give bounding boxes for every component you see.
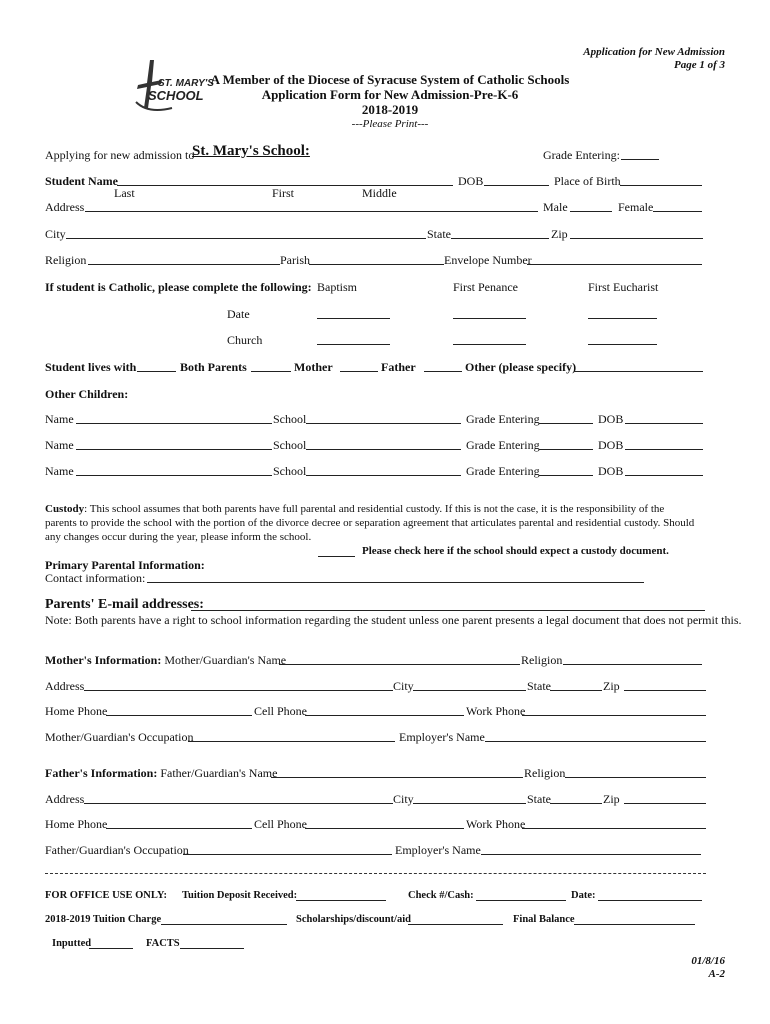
- custody-line-1: [45, 503, 664, 515]
- emails-note: Note: Both parents have a right to school information regarding the student unless one parent presents a legal document that does not permit this.: [45, 613, 742, 627]
- mother-address-field[interactable]: [84, 690, 393, 691]
- mother-work-phone-label: Work Phone: [466, 704, 526, 718]
- parish-field[interactable]: [309, 264, 444, 265]
- lives-with-label: Student lives with: [45, 360, 137, 374]
- mother-zip-field[interactable]: [624, 690, 706, 691]
- applying-label: Applying for new admission to: [45, 148, 195, 162]
- mother-occupation-field[interactable]: [188, 741, 395, 742]
- mother-home-phone-label: Home Phone: [45, 704, 108, 718]
- facts-label: FACTS: [146, 938, 180, 949]
- school-name: St. Mary's School:: [192, 143, 310, 159]
- child-school-label: School: [273, 412, 307, 426]
- child-grade-label: Grade Entering: [466, 438, 540, 452]
- child-dob-label: DOB: [598, 412, 624, 426]
- primary-parental-title: Primary Parental Information:: [45, 558, 205, 572]
- contact-info-label: Contact information:: [45, 571, 146, 585]
- father-religion-field[interactable]: [565, 777, 706, 778]
- school-logo: [128, 58, 214, 116]
- other-option-label: Other (please specify): [465, 360, 577, 374]
- state-label: State: [427, 227, 451, 241]
- child-school-field[interactable]: [306, 423, 461, 424]
- father-zip-label: Zip: [603, 792, 620, 806]
- other-children-title: Other Children:: [45, 387, 129, 401]
- header-line-4: ---Please Print---: [351, 118, 429, 130]
- first-penance-label: First Penance: [453, 280, 518, 294]
- child-dob-label: DOB: [598, 464, 624, 478]
- child-name-label: Name: [45, 438, 74, 452]
- father-state-field[interactable]: [550, 803, 602, 804]
- mother-state-field[interactable]: [550, 690, 602, 691]
- father-option-label: Father: [381, 360, 416, 374]
- mother-employer-label: Employer's Name: [399, 730, 485, 744]
- father-religion-label: Religion: [524, 766, 566, 780]
- mother-name-label: Mother/Guardian's Name: [164, 653, 287, 667]
- mother-employer-field[interactable]: [485, 741, 706, 742]
- parish-label: Parish: [280, 253, 310, 267]
- zip-label: Zip: [551, 227, 568, 241]
- father-occupation-field[interactable]: [183, 854, 392, 855]
- father-city-field[interactable]: [413, 803, 526, 804]
- city-label: City: [45, 227, 66, 241]
- child-name-label: Name: [45, 412, 74, 426]
- inputted-label: Inputted: [52, 938, 92, 949]
- tuition-deposit-label: Tuition Deposit Received:: [182, 890, 298, 901]
- place-of-birth-label: Place of Birth: [554, 174, 621, 188]
- mother-state-label: State: [527, 679, 551, 693]
- footer-date: 01/8/16: [691, 955, 725, 967]
- custody-check-label: Please check here if the school should expect a custody document.: [362, 545, 669, 557]
- mother-work-phone-field[interactable]: [522, 715, 706, 716]
- child-school-label: School: [273, 438, 307, 452]
- envelope-number-label: Envelope Number: [444, 253, 532, 267]
- first-eucharist-label: First Eucharist: [588, 280, 659, 294]
- state-field[interactable]: [451, 238, 549, 239]
- mother-check[interactable]: [251, 371, 291, 372]
- eucharist-church-field[interactable]: [588, 344, 657, 345]
- father-info-heading: [45, 766, 277, 781]
- zip-field[interactable]: [570, 238, 703, 239]
- church-label: Church: [227, 333, 263, 347]
- last-label: Last: [114, 186, 135, 200]
- child-name-field[interactable]: [76, 475, 272, 476]
- mother-name-field[interactable]: [279, 664, 520, 665]
- mother-option-label: Mother: [294, 360, 333, 374]
- father-home-phone-field[interactable]: [106, 828, 252, 829]
- eucharist-date-field[interactable]: [588, 318, 657, 319]
- child-dob-field[interactable]: [625, 475, 703, 476]
- custody-title: Custody: [45, 503, 85, 515]
- father-address-label: Address: [45, 792, 85, 806]
- middle-label: Middle: [362, 186, 397, 200]
- father-zip-field[interactable]: [624, 803, 706, 804]
- tuition-charge-label: 2018-2019 Tuition Charge: [45, 914, 162, 925]
- father-employer-field[interactable]: [481, 854, 701, 855]
- tuition-charge-field[interactable]: [161, 924, 287, 925]
- child-school-label: School: [273, 464, 307, 478]
- child-dob-field[interactable]: [625, 449, 703, 450]
- child-dob-label: DOB: [598, 438, 624, 452]
- mother-info-heading: [45, 653, 286, 668]
- child-grade-field[interactable]: [539, 423, 593, 424]
- child-grade-field[interactable]: [539, 449, 593, 450]
- mother-zip-label: Zip: [603, 679, 620, 693]
- both-parents-label: Both Parents: [180, 360, 247, 374]
- city-field[interactable]: [66, 238, 426, 239]
- religion-label: Religion: [45, 253, 87, 267]
- office-divider: [45, 873, 706, 874]
- header-line-1: A Member of the Diocese of Syracuse System of Catholic Schools: [210, 72, 570, 87]
- mother-occupation-label: Mother/Guardian's Occupation: [45, 730, 194, 744]
- father-occupation-label: Father/Guardian's Occupation: [45, 843, 189, 857]
- child-name-label: Name: [45, 464, 74, 478]
- other-check[interactable]: [424, 371, 462, 372]
- other-specify-field[interactable]: [574, 371, 703, 372]
- penance-church-field[interactable]: [453, 344, 526, 345]
- dob-label: DOB: [458, 174, 484, 188]
- logo-text-1: ST. MARY'S: [158, 78, 214, 89]
- address-label: Address: [45, 200, 85, 214]
- father-work-phone-label: Work Phone: [466, 817, 526, 831]
- office-date-label: Date:: [571, 890, 596, 901]
- child-grade-label: Grade Entering: [466, 464, 540, 478]
- religion-field[interactable]: [88, 264, 280, 265]
- mother-info-title: Mother's Information:: [45, 653, 162, 667]
- custody-line-3: any changes occur during the year, please inform the school.: [45, 531, 312, 543]
- child-school-field[interactable]: [306, 449, 461, 450]
- place-of-birth-field[interactable]: [620, 185, 702, 186]
- address-field[interactable]: [85, 211, 538, 212]
- mother-address-label: Address: [45, 679, 85, 693]
- mother-religion-field[interactable]: [563, 664, 702, 665]
- father-address-field[interactable]: [84, 803, 393, 804]
- check-cash-label: Check #/Cash:: [408, 890, 474, 901]
- female-label: Female: [618, 200, 654, 214]
- father-cell-phone-label: Cell Phone: [254, 817, 307, 831]
- first-label: First: [272, 186, 295, 200]
- office-date-field[interactable]: [598, 900, 702, 901]
- scholarships-label: Scholarships/discount/aid: [296, 914, 411, 925]
- grade-entering-label: Grade Entering:: [543, 148, 620, 162]
- check-cash-field[interactable]: [476, 900, 566, 901]
- student-name-label: Student Name: [45, 174, 119, 188]
- baptism-date-field[interactable]: [317, 318, 390, 319]
- female-field[interactable]: [653, 211, 702, 212]
- father-state-label: State: [527, 792, 551, 806]
- envelope-number-field[interactable]: [527, 264, 702, 265]
- final-balance-label: Final Balance: [513, 914, 575, 925]
- male-label: Male: [543, 200, 568, 214]
- final-balance-field[interactable]: [574, 924, 695, 925]
- baptism-church-field[interactable]: [317, 344, 390, 345]
- child-school-field[interactable]: [306, 475, 461, 476]
- penance-date-field[interactable]: [453, 318, 526, 319]
- child-grade-field[interactable]: [539, 475, 593, 476]
- parents-email-label: Parents' E-mail addresses:: [45, 597, 204, 612]
- tuition-deposit-field[interactable]: [296, 900, 386, 901]
- father-info-title: Father's Information:: [45, 766, 158, 780]
- father-work-phone-field[interactable]: [522, 828, 706, 829]
- father-check[interactable]: [340, 371, 378, 372]
- office-use-title: FOR OFFICE USE ONLY:: [45, 890, 168, 901]
- custody-document-check[interactable]: [318, 556, 355, 557]
- custody-line-2: parents to provide the school with the portion of the divorce decree or separation agreement that articulates parental and residential custody. Should: [45, 517, 695, 529]
- child-grade-label: Grade Entering: [466, 412, 540, 426]
- logo-text-2: SCHOOL: [148, 88, 204, 103]
- contact-info-field[interactable]: [147, 582, 644, 583]
- header-line-3: 2018-2019: [361, 102, 419, 117]
- mother-cell-phone-label: Cell Phone: [254, 704, 307, 718]
- header-line-2: Application Form for New Admission-Pre-K-6: [261, 87, 519, 102]
- footer-code: A-2: [708, 968, 725, 980]
- mother-home-phone-field[interactable]: [106, 715, 252, 716]
- father-employer-label: Employer's Name: [395, 843, 481, 857]
- catholic-label: If student is Catholic, please complete the following:: [45, 280, 312, 294]
- grade-entering-field[interactable]: [621, 159, 659, 160]
- mother-cell-phone-field[interactable]: [305, 715, 464, 716]
- father-name-label: Father/Guardian's Name: [160, 766, 278, 780]
- child-name-field[interactable]: [76, 449, 272, 450]
- mother-city-field[interactable]: [413, 690, 526, 691]
- inputted-field[interactable]: [89, 948, 133, 949]
- mother-city-label: City: [393, 679, 414, 693]
- father-name-field[interactable]: [271, 777, 523, 778]
- page-indicator: Page 1 of 3: [673, 59, 725, 71]
- date-label: Date: [227, 307, 250, 321]
- father-home-phone-label: Home Phone: [45, 817, 108, 831]
- male-field[interactable]: [570, 211, 612, 212]
- custody-text-1: : This school assumes that both parents have full parental and residential custody. If this is not the case, it is the responsibility of the: [84, 503, 665, 515]
- form-title-corner: Application for New Admission: [583, 46, 725, 58]
- both-parents-check[interactable]: [137, 371, 176, 372]
- child-name-field[interactable]: [76, 423, 272, 424]
- scholarships-field[interactable]: [408, 924, 503, 925]
- facts-field[interactable]: [180, 948, 244, 949]
- baptism-label: Baptism: [317, 280, 358, 294]
- mother-religion-label: Religion: [521, 653, 563, 667]
- father-cell-phone-field[interactable]: [305, 828, 464, 829]
- child-dob-field[interactable]: [625, 423, 703, 424]
- parents-email-field[interactable]: [191, 610, 705, 611]
- father-city-label: City: [393, 792, 414, 806]
- dob-field[interactable]: [484, 185, 549, 186]
